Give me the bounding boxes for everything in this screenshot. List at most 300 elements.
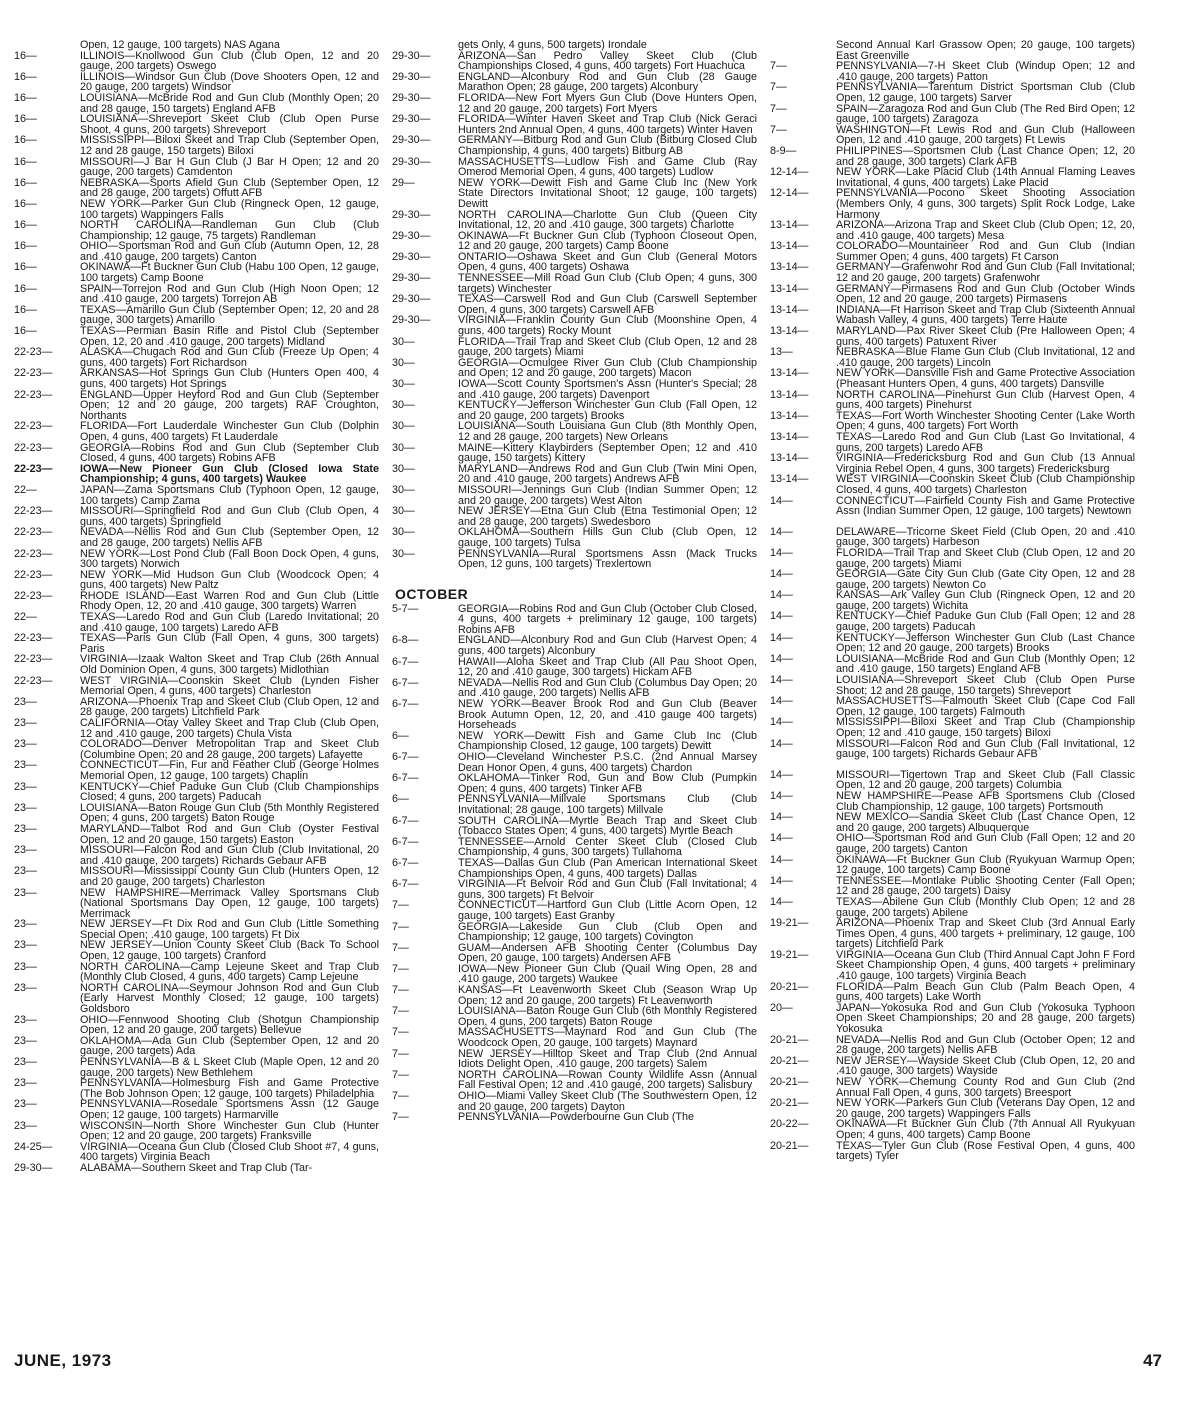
entry-text: MISSISSIPPI—Biloxi Skeet and Trap Club (September Open, 12 and 28 gauge, 150 targets) Biloxi (80, 134, 379, 157)
entry-date: 14— (770, 589, 793, 602)
entry-text: NEW MEXICO—Sandia Skeet Club (Last Chance Open, 12 and 20 gauge, 200 targets) Albuquerque (836, 811, 1135, 834)
schedule-entry (14, 983, 379, 1015)
entry-date: 23— (14, 844, 37, 857)
entry-text: MISSOURI—Springfield Rod and Gun Club (Club Open, 4 guns, 400 targets) Springfield (80, 505, 379, 528)
entry-date: 22-23— (14, 462, 53, 475)
entry-date: 23— (14, 1013, 37, 1026)
entry-date: 20-21— (770, 1139, 809, 1152)
entry-date: 16— (14, 134, 37, 147)
entry-text: OHIO—Miami Valley Skeet Club (The Southwestern Open, 12 and 20 gauge, 200 targets) Dayton (458, 1090, 757, 1113)
schedule-entry (14, 527, 379, 548)
entry-text: MISSOURI—Falcon Rod and Gun Club (Fall Invitational, 12 gauge, 100 targets) Richards Gebaur AFB (836, 737, 1135, 761)
entry-date: 6-7— (392, 655, 419, 668)
schedule-entry (770, 812, 1135, 833)
schedule-entry (14, 326, 379, 347)
entry-text: GEORGIA—Gate City Gun Club (Gate City Open, 12 and 28 gauge, 200 targets) Newton Co (836, 568, 1135, 591)
schedule-entry (770, 897, 1135, 918)
schedule-entry (14, 570, 379, 591)
entry-date: 30— (392, 462, 415, 475)
schedule-entry (770, 432, 1135, 453)
entry-date: 5-7— (392, 602, 419, 615)
schedule-entry (392, 135, 757, 156)
entry-text: OKINAWA—Ft Buckner Gun Club (Ryukyuan Warmup Open; 12 gauge, 100 targets) Camp Boone (836, 853, 1135, 877)
entry-date: 22-23— (14, 547, 53, 560)
entry-date: 23— (14, 1056, 37, 1068)
entry-date: 14— (770, 737, 793, 750)
entry-date: 13— (770, 346, 793, 359)
entry-text: OHIO—Sportsman Rod and Gun Club (Fall Open; 12 and 20 gauge, 200 targets) Canton (836, 832, 1135, 855)
entry-text: OKLAHOMA—Ada Gun Club (September Open, 12 and 20 gauge, 200 targets) Ada (80, 1034, 379, 1058)
entry-text: SPAIN—Zaragoza Rod and Gun Club (The Red Bird Open; 12 gauge, 100 targets) Zaragoza (836, 102, 1135, 126)
schedule-entry (392, 900, 757, 921)
entry-date: 14— (770, 568, 793, 581)
entry-text: MISSOURI—Falcon Rod and Gun Club (Club Invitational, 20 and .410 gauge, 200 targets) Richards Gebaur AFB (80, 844, 379, 867)
entry-text: NEW JERSEY—Ft Dix Rod and Gun Club (Little Something Special Open; .410 gauge, 100 targets) Ft Dix (80, 918, 379, 941)
entry-text: MARYLAND—Pax River Skeet Club (Pre Halloween Open; 4 guns, 400 targets) Patuxent River (836, 325, 1135, 348)
entry-text: FLORIDA—Winter Haven Skeet and Trap Club (Nick Geraci Hunters 2nd Annual Open, 4 guns, 400 targets) Winter Haven (458, 113, 757, 136)
entry-date: 14— (770, 789, 793, 802)
entry-date: 12-14— (770, 187, 809, 200)
entry-text: WEST VIRGINIA—Coonskin Skeet Club (Club Championship Closed, 4 guns, 400 targets) Charleston (836, 473, 1135, 496)
entry-date: 30— (392, 378, 415, 390)
entry-date: 29-30— (392, 208, 431, 221)
entry-text: NEW HAMPSHIRE—Pease AFB Sportsmens Club (Closed Club Championship, 12 gauge, 100 targets) Portsmouth (836, 789, 1135, 813)
entry-date: 7— (392, 899, 409, 912)
month-heading: OCTOBER (395, 585, 469, 602)
entry-text: PENNSYLVANIA—Powderbourne Gun Club (The (458, 1111, 695, 1124)
entry-date: 30— (392, 420, 415, 433)
schedule-entry (770, 918, 1135, 950)
schedule-entry (770, 633, 1135, 654)
schedule-entry (14, 962, 379, 983)
entry-text: NORTH CAROLINA—Camp Lejeune Skeet and Trap Club (Monthly Club Closed, 4 guns, 400 targets) Camp Lejeune (80, 960, 379, 984)
entry-date: 14— (770, 768, 793, 781)
entry-text: PENNSYLVANIA—7-H Skeet Club (Windup Open; 12 and .410 gauge, 200 targets) Patton (836, 60, 1135, 83)
schedule-entry (392, 731, 757, 752)
schedule-entry (14, 443, 379, 464)
entry-text: NORTH CAROLINA—Rowan County Wildlife Assn (Annual Fall Festival Open; 12 and .410 gauge, 200 targets) Salisbury (458, 1068, 757, 1092)
entry-text: ARKANSAS—Hot Springs Gun Club (Hunters Open 400, 4 guns, 400 targets) Hot Springs (80, 367, 379, 390)
entry-date: 14— (770, 895, 793, 908)
schedule-entry (392, 922, 757, 943)
entry-date: 30— (392, 335, 415, 348)
entry-date: 29-30— (14, 1161, 53, 1174)
entry-date: 16— (14, 197, 37, 210)
entry-date: 13-14— (770, 367, 809, 380)
entry-date: 13-14— (770, 452, 809, 465)
schedule-entry (392, 379, 757, 400)
entry-date: 23— (14, 738, 37, 751)
entry-text: PENNSYLVANIA—B & L Skeet Club (Maple Open, 12 and 20 gauge, 200 targets) New Bethlehem (80, 1056, 379, 1079)
schedule-entry (392, 837, 757, 858)
schedule-entry (392, 1049, 757, 1070)
entry-date: 7— (392, 1111, 409, 1124)
entry-date: 13-14— (770, 219, 809, 232)
entry-text: OHIO—Cleveland Winchester P.S.C. (2nd Annual Marsey Dean Honor Open, 4 guns, 400 targets) Chardon (458, 751, 757, 774)
entry-text: NEW YORK—Mid Hudson Gun Club (Woodcock Open; 4 guns, 400 targets) New Paltz (80, 568, 379, 592)
entry-text: NEVADA—Nellis Rod and Gun Club (Columbus Day Open; 20 and .410 gauge, 200 targets) Nellis AFB (458, 676, 757, 700)
schedule-entry (14, 1163, 379, 1174)
entry-text: GERMANY—Grafenwohr Rod and Gun Club (Fall Invitational; 12 and 20 gauge, 200 targets) Grafenwohr (836, 261, 1135, 285)
entry-date: 23— (14, 1077, 37, 1090)
entry-date: 7— (392, 941, 409, 954)
entry-date: 14— (770, 652, 793, 665)
entry-date: 8-9— (770, 144, 797, 157)
entry-date: 22-23— (14, 420, 53, 433)
entry-text: gets Only, 4 guns, 500 targets) Irondale (458, 39, 647, 51)
entry-date: 29-30— (392, 113, 431, 126)
entry-text: NORTH CAROLINA—Randleman Gun Club (Club Championship; 12 gauge, 75 targets) Randleman (80, 219, 379, 242)
entry-text: ILLINOIS—Knollwood Gun Club (Club Open, 12 and 20 gauge, 200 targets) Oswego (80, 49, 379, 73)
entry-date: 6— (392, 729, 409, 742)
schedule-entry (770, 146, 1135, 167)
schedule-entry (14, 135, 379, 156)
schedule-entry (14, 803, 379, 824)
entry-text: TEXAS—Paris Gun Club (Fall Open, 4 guns, 300 targets) Paris (80, 632, 379, 655)
schedule-entry (770, 453, 1135, 474)
entry-text: PENNSYLVANIA—Rural Sportsmens Assn (Mack Trucks Open, 12 guns, 100 targets) Trexlertown (458, 547, 757, 571)
entry-date: 6-7— (392, 772, 419, 785)
schedule-entry (392, 231, 757, 252)
schedule-entry (392, 985, 757, 1006)
schedule-entry (392, 752, 757, 773)
entry-date: 22— (14, 483, 37, 496)
entry-date: 20— (770, 1001, 793, 1014)
entry-text: MASSACHUSETTS—Maynard Rod and Gun Club (The Woodcock Open, 20 gauge, 100 targets) Maynard (458, 1026, 757, 1050)
entry-date: 16— (14, 176, 37, 189)
entry-date: 16— (14, 155, 37, 168)
entry-text: DELAWARE—Tricorne Skeet Field (Club Open, 20 and .410 gauge, 300 targets) Harbeson (836, 525, 1135, 549)
entry-date: 23— (14, 960, 37, 973)
entry-date: 14— (770, 832, 793, 845)
schedule-entry (392, 635, 757, 656)
entry-text: MARYLAND—Andrews Rod and Gun Club (Twin Mini Open, 20 and .410 gauge, 200 targets) Andrews AFB (458, 462, 757, 486)
entry-text: VIRGINIA—Fredericksburg Rod and Gun Club (13 Annual Virginia Rebel Open, 4 guns, 300 targets) Fredericksburg (836, 452, 1135, 475)
entry-text: VIRGINIA—Franklin County Gun Club (Moonshine Open, 4 guns, 400 targets) Rocky Mount (458, 314, 757, 338)
schedule-entry (14, 654, 379, 675)
entry-text: CONNECTICUT—Fairfield County Fish and Game Protective Assn (Indian Summer Open, 12 gauge, 100 targets) Newtown (836, 494, 1135, 518)
entry-text: NEBRASKA—Blue Flame Gun Club (Club Invitational, 12 and .410 gauge, 200 targets) Lincoln (836, 346, 1135, 369)
entry-text: GEORGIA—Ocmulgee River Gun Club (Club Championship and Open; 12 and 20 gauge, 200 targets) Macon (458, 356, 757, 380)
entry-date: 16— (14, 240, 37, 253)
schedule-entry (392, 657, 757, 678)
schedule-entry (770, 262, 1135, 283)
entry-text: Second Annual Karl Grassow Open; 20 gauge, 100 targets) East Greenville (836, 39, 1135, 62)
entry-text: ILLINOIS—Windsor Gun Club (Dove Shooters Open, 12 and 20 gauge, 200 targets) Windsor (80, 70, 379, 94)
entry-text: TEXAS—Fort Worth Winchester Shooting Center (Lake Worth Open; 4 guns, 400 targets) Fort Worth (836, 409, 1135, 433)
entry-date: 23— (14, 1034, 37, 1047)
schedule-entry (14, 93, 379, 114)
schedule-entry (14, 157, 379, 178)
entry-date: 6-7— (392, 856, 419, 869)
entry-date: 22-23— (14, 589, 53, 602)
entry-date: 6-7— (392, 676, 419, 689)
entry-date: 6-7— (392, 878, 419, 891)
entry-text: KENTUCKY—Jefferson Winchester Gun Club (Fall Open, 12 and 20 gauge, 200 targets) Brooks (458, 399, 757, 422)
entry-date: 22-23— (14, 441, 53, 454)
entry-date: 30— (392, 399, 415, 412)
entry-text: GUAM—Andersen AFB Shooting Center (Columbus Day Open, 20 gauge, 100 targets) Andersen AFB (458, 941, 757, 965)
entry-date: 23— (14, 1098, 37, 1111)
entry-text: JAPAN—Yokosuka Rod and Gun Club (Yokosuka Typhoon Open Skeet Championships; 20 and 28 gauge, 200 targets) Yokosuka (836, 1001, 1135, 1036)
entry-date: 29-30— (392, 49, 431, 62)
schedule-entry (392, 1091, 757, 1112)
entry-date: 20-22— (770, 1118, 809, 1131)
schedule-entry (770, 326, 1135, 347)
entry-date: 22-23— (14, 505, 53, 518)
entry-date: 16— (14, 113, 37, 126)
schedule-entry (770, 305, 1135, 326)
schedule-entry (770, 241, 1135, 262)
entry-date: 23— (14, 780, 37, 793)
schedule-entry (770, 569, 1135, 590)
schedule-entry (392, 178, 757, 210)
entry-text: PENNSYLVANIA—Rosedale Sportsmens Assn (12 Gauge Open; 12 gauge, 100 targets) Harmarville (80, 1098, 379, 1121)
entry-date: 22-23— (14, 674, 53, 687)
entry-text: FLORIDA—Trail Trap and Skeet Club (Club Open, 12 and 28 gauge, 200 targets) Miami (458, 335, 757, 359)
schedule-entry (14, 782, 379, 803)
entry-text: TEXAS—Abilene Gun Club (Monthly Club Open; 12 and 28 gauge, 200 targets) Abilene (836, 895, 1135, 919)
schedule-entry (392, 527, 757, 548)
schedule-entry (14, 368, 379, 389)
entry-text: LOUISIANA—South Louisiana Gun Club (8th Monthly Open, 12 and 28 gauge, 200 targets) New Orleans (458, 420, 757, 443)
schedule-entry (770, 1035, 1135, 1056)
schedule-entry (392, 794, 757, 815)
schedule-entry (770, 1003, 1135, 1035)
entry-text: MISSOURI—Tigertown Trap and Skeet Club (Fall Classic Open, 12 and 20 gauge, 200 targets) Columbia (836, 768, 1135, 792)
schedule-entry (14, 421, 379, 442)
schedule-entry (770, 770, 1135, 791)
schedule-entry (392, 699, 757, 731)
schedule-entry (14, 72, 379, 93)
schedule-entry (392, 879, 757, 900)
entry-date: 22-23— (14, 346, 53, 359)
schedule-entry (14, 114, 379, 135)
schedule-entry (392, 1070, 757, 1091)
entry-text: LOUISIANA—Baton Rouge Gun Club (6th Monthly Registered Open, 4 guns, 200 targets) Baton Rouge (458, 1005, 757, 1028)
entry-text: TENNESSEE—Arnold Center Skeet Club (Closed Club Championship, 4 guns, 300 targets) Tullahoma (458, 835, 757, 859)
entry-date: 7— (770, 102, 787, 115)
entry-text: GEORGIA—Lakeside Gun Club (Club Open and Championship; 12 gauge, 100 targets) Covington (458, 920, 757, 944)
entry-text: ENGLAND—Upper Heyford Rod and Gun Club (September Open; 12 and 20 gauge, 200 targets) RAF Croughton, Northants (80, 388, 379, 422)
entry-date: 14— (770, 874, 793, 887)
schedule-entry (14, 178, 379, 199)
entry-text: GEORGIA—Robins Rod and Gun Club (September Club Closed, 4 guns, 400 targets) Robins AFB (80, 441, 379, 465)
entry-text: VIRGINIA—Oceana Gun Club (Third Annual Capt John F Ford Skeet Championship Open, 4 guns, 400 targets + preliminary .410 gauge, 100 targets) Virginia Beach (836, 948, 1135, 983)
schedule-entry (392, 294, 757, 315)
entry-text: GERMANY—Bitburg Rod and Gun Club (Bitburg Closed Club Championship, 4 guns, 400 targets) Bitburg AB (458, 134, 757, 157)
schedule-entry (770, 61, 1135, 82)
entry-text: NEW YORK—Dansville Fish and Game Protective Association (Pheasant Hunters Open, 4 guns, 400 targets) Dansville (836, 367, 1135, 390)
entry-text: LOUISIANA—McBride Rod and Gun Club (Monthly Open; 12 and .410 gauge, 150 targets) England AFB (836, 652, 1135, 676)
entry-date: 23— (14, 939, 37, 952)
schedule-entry (770, 104, 1135, 125)
schedule-entry (770, 1077, 1135, 1098)
entry-text: GERMANY—Pirmasens Rod and Gun Club (October Winds Open, 12 and 20 gauge, 200 targets) Pirmasens (836, 282, 1135, 306)
entry-text: VIRGINIA—Izaak Walton Skeet and Trap Club (26th Annual Old Dominion Open, 4 guns, 300 targets) Midlothian (80, 653, 379, 677)
schedule-entry (392, 604, 757, 636)
entry-text: OKLAHOMA—Southern Hills Gun Club (Club Open, 12 gauge, 100 targets) Tulsa (458, 526, 757, 549)
entry-date: 13-14— (770, 388, 809, 401)
entry-text: ARIZONA—Arizona Trap and Skeet Club (Club Open; 12, 20, and .410 gauge, 400 targets) Mesa (836, 219, 1135, 242)
schedule-entry (392, 1112, 757, 1123)
entry-text: NORTH CAROLINA—Pinehurst Gun Club (Harvest Open, 4 guns, 400 targets) Pinehurst (836, 388, 1135, 412)
entry-text: LOUISIANA—Shreveport Skeet Club (Club Open Purse Shoot, 4 guns, 200 targets) Shreveport (80, 113, 379, 136)
schedule-entry (14, 305, 379, 326)
schedule-entry (14, 199, 379, 220)
entry-text: TENNESSEE—Mill Road Gun Club (Club Open; 4 guns, 300 targets) Winchester (458, 272, 757, 295)
schedule-entry (392, 964, 757, 985)
entry-date: 20-21— (770, 1054, 809, 1067)
entry-date: 13-14— (770, 240, 809, 253)
entry-date: 14— (770, 716, 793, 729)
entry-text: NEW HAMPSHIRE—Merrimack Valley Sportsmans Club (National Sportsmans Day Open, 12 gauge, 100 targets) Merrimack (80, 886, 379, 920)
schedule-entry (770, 40, 1135, 61)
schedule-entry (14, 633, 379, 654)
entry-date: 23— (14, 1119, 37, 1132)
schedule-entry (770, 548, 1135, 569)
schedule-entry (770, 411, 1135, 432)
entry-text: VIRGINIA—Ft Belvoir Rod and Gun Club (Fall Invitational; 4 guns, 300 targets) Ft Belvoir (458, 878, 757, 901)
entry-date: 16— (14, 70, 37, 83)
entry-date: 23— (14, 865, 37, 878)
schedule-entry (14, 591, 379, 612)
schedule-entry (392, 315, 757, 336)
schedule-entry (392, 337, 757, 358)
schedule-entry (14, 739, 379, 760)
entry-text: MASSACHUSETTS—Ludlow Fish and Game Club (Ray Omerod Memorial Open, 4 guns, 400 targets) Ludlow (458, 155, 757, 179)
entry-date: 19-21— (770, 917, 809, 930)
entry-date: 20-21— (770, 1097, 809, 1110)
entry-date: 23— (14, 918, 37, 931)
schedule-entry (14, 347, 379, 368)
schedule-entry (770, 527, 1135, 548)
entry-date: 7— (770, 123, 787, 136)
entry-date: 30— (392, 547, 415, 560)
entry-date: 7— (392, 962, 409, 975)
entry-date: 23— (14, 822, 37, 835)
entry-text: NEVADA—Nellis Rod and Gun Club (September Open, 12 and 28 gauge, 200 targets) Nellis AFB (80, 526, 379, 549)
entry-text: NEW JERSEY—Etna Gun Club (Etna Testimonial Open; 12 and 28 gauge, 200 targets) Swedesboro (458, 505, 757, 528)
schedule-entry (14, 262, 379, 283)
entry-text: NEW YORK—Parker Gun Club (Ringneck Open, 12 gauge, 100 targets) Wappingers Falls (80, 197, 379, 221)
entry-text: KANSAS—Ark Valley Gun Club (Ringneck Open, 12 and 20 gauge, 200 targets) Wichita (836, 589, 1135, 612)
entry-text: ALABAMA—Southern Skeet and Trap Club (Tar- (80, 1161, 313, 1174)
schedule-entry (14, 549, 379, 570)
entry-text: SOUTH CAROLINA—Myrtle Beach Trap and Skeet Club (Tobacco States Open; 4 guns, 400 targets) Myrtle Beach (458, 814, 757, 838)
entry-text: MASSACHUSETTS—Falmouth Skeet Club (Cape Cod Fall Open, 12 gauge, 100 targets) Falmouth (836, 695, 1135, 718)
entry-text: TENNESSEE—Montlake Public Shooting Center (Fall Open; 12 and 28 gauge, 200 targets) Daisy (836, 874, 1135, 898)
schedule-entry (14, 845, 379, 866)
entry-date: 14— (770, 631, 793, 644)
entry-text: IOWA—New Pioneer Gun Club (Quail Wing Open, 28 and .410 gauge, 200 targets) Waukee (458, 962, 757, 986)
entry-text: PENNSYLVANIA—Tarentum District Sportsman Club (Club Open, 12 gauge, 100 targets) Sarver (836, 81, 1135, 104)
schedule-entry (14, 888, 379, 920)
entry-text: OKINAWA—Ft Buckner Gun Club (Typhoon Closeout Open, 12 and 20 gauge, 200 targets) Camp Boone (458, 229, 757, 253)
schedule-entry (14, 506, 379, 527)
schedule-entry (14, 1078, 379, 1099)
entry-text: MISSOURI—Jennings Gun Club (Indian Summer Open; 12 and 20 gauge, 200 targets) West Alton (458, 483, 757, 507)
schedule-entry (770, 739, 1135, 760)
entry-text: NEW YORK—Lost Pond Club (Fall Boon Dock Open, 4 guns, 300 targets) Norwich (80, 547, 379, 571)
schedule-entry (770, 696, 1135, 717)
entry-text: LOUISIANA—Baton Rouge Gun Club (5th Monthly Registered Open; 4 guns, 200 targets) Baton Rouge (80, 801, 379, 825)
entry-text: NORTH CAROLINA—Seymour Johnson Rod and Gun Club (Early Harvest Monthly Closed; 12 gauge, 100 targets) Goldsboro (80, 981, 379, 1016)
entry-date: 29-30— (392, 293, 431, 306)
entry-date: 22-23— (14, 632, 53, 645)
entry-text: CALIFORNIA—Otay Valley Skeet and Trap Club (Club Open, 12 and .410 gauge, 200 targets) Chula Vista (80, 717, 379, 740)
entry-date: 29-30— (392, 314, 431, 327)
schedule-entry (14, 718, 379, 739)
entry-date: 13-14— (770, 303, 809, 316)
entry-date: 29-30— (392, 272, 431, 285)
schedule-entry (392, 1006, 757, 1027)
entry-text: ARIZONA—Phoenix Trap and Skeet Club (3rd Annual Early Times Open, 4 guns, 400 targets + preliminary, 12 gauge, 100 targets) Litchfield Park (836, 917, 1135, 951)
entry-date: 22-23— (14, 653, 53, 666)
entry-text: PENNSYLVANIA—Millvale Sportsmans Club (Club Invitational; 28 gauge, 100 targets) Millvale (458, 793, 757, 816)
entry-text: NEW YORK—Beaver Brook Rod and Gun Club (Beaver Brook Autumn Open, 12, 20, and .410 gauge 400 targets) Horseheads (458, 698, 757, 732)
entry-text: PHILIPPINES—Sportsmen Club (Last Chance Open; 12, 20 and 28 gauge, 300 targets) Clark AFB (836, 144, 1135, 168)
entry-text: SPAIN—Torrejon Rod and Gun Club (High Noon Open; 12 and .410 gauge, 200 targets) Torrejon AB (80, 282, 379, 306)
schedule-entry (14, 919, 379, 940)
entry-text: NEW YORK—Dewitt Fish and Game Club Inc (Club Championship Closed, 12 gauge, 100 targets) Dewitt (458, 729, 757, 753)
entry-text: LOUISIANA—McBride Rod and Gun Club (Monthly Open; 20 and 28 gauge, 150 targets) England AFB (80, 91, 379, 115)
entry-text: NEBRASKA—Sports Afield Gun Club (September Open, 12 and 28 gauge, 200 targets) Offutt AFB (80, 176, 379, 200)
entry-text: OKLAHOMA—Tinker Rod, Gun and Bow Club (Pumpkin Open; 4 guns, 400 targets) Tinker AFB (458, 772, 757, 795)
schedule-entry (392, 464, 757, 485)
entry-text: NEW YORK—Chemung County Rod and Gun Club (2nd Annual Fall Open, 4 guns, 300 targets) Breesport (836, 1076, 1135, 1099)
entry-text: ARIZONA—Phoenix Trap and Skeet Club (Club Open, 12 and 28 gauge, 200 targets) Litchfield Park (80, 695, 379, 719)
schedule-entry (14, 612, 379, 633)
schedule-entry (770, 611, 1135, 632)
schedule-entry (392, 943, 757, 964)
entry-date: 30— (392, 483, 415, 496)
entry-text: ARIZONA—San Pedro Valley Skeet Club (Club Championships Closed, 4 guns, 400 targets) Fort Huachuca (458, 49, 757, 73)
entry-text: NEW JERSEY—Wayside Skeet Club (Club Open, 12, 20 and .410 gauge, 300 targets) Wayside (836, 1054, 1135, 1078)
schedule-entry (14, 866, 379, 887)
entry-date: 13-14— (770, 325, 809, 338)
entry-date: 23— (14, 801, 37, 814)
entry-date: 14— (770, 811, 793, 824)
entry-text: NEW JERSEY—Union County Skeet Club (Back To School Open, 12 gauge, 100 targets) Cranford (80, 939, 379, 963)
schedule-entry (392, 1027, 757, 1048)
schedule-entry (14, 51, 379, 72)
entry-date: 12-14— (770, 166, 809, 179)
entry-text: KENTUCKY—Chief Paduke Gun Club (Club Championships Closed; 4 guns, 200 targets) Paducah (80, 780, 379, 804)
entry-date: 30— (392, 505, 415, 518)
schedule-entry (770, 1141, 1135, 1162)
entry-date: 14— (770, 494, 793, 507)
schedule-entry (770, 188, 1135, 220)
entry-date: 14— (770, 525, 793, 538)
schedule-entry (392, 816, 757, 837)
schedule-entry (770, 347, 1135, 368)
entry-text: PENNSYLVANIA—Pocono Skeet Shooting Association (Members Only, 4 guns, 300 targets) Split Rock Lodge, Lake Harmony (836, 187, 1135, 221)
schedule-entry (14, 1036, 379, 1057)
entry-date: 13-14— (770, 430, 809, 443)
entry-date: 29-30— (392, 91, 431, 104)
entry-date: 22— (14, 611, 37, 624)
entry-text: IOWA—Scott County Sportsmen's Assn (Hunter's Special; 28 and .410 gauge, 200 targets) Davenport (458, 378, 757, 401)
schedule-entry (770, 125, 1135, 146)
entry-date: 20-21— (770, 1076, 809, 1088)
schedule-entry (770, 855, 1135, 876)
entry-date: 29-30— (392, 250, 431, 263)
entry-date: 16— (14, 219, 37, 232)
schedule-entry (392, 400, 757, 421)
entry-text: TEXAS—Laredo Rod and Gun Club (Last Go Invitational, 4 guns, 200 targets) Laredo AFB (836, 430, 1135, 454)
schedule-entry (770, 82, 1135, 103)
